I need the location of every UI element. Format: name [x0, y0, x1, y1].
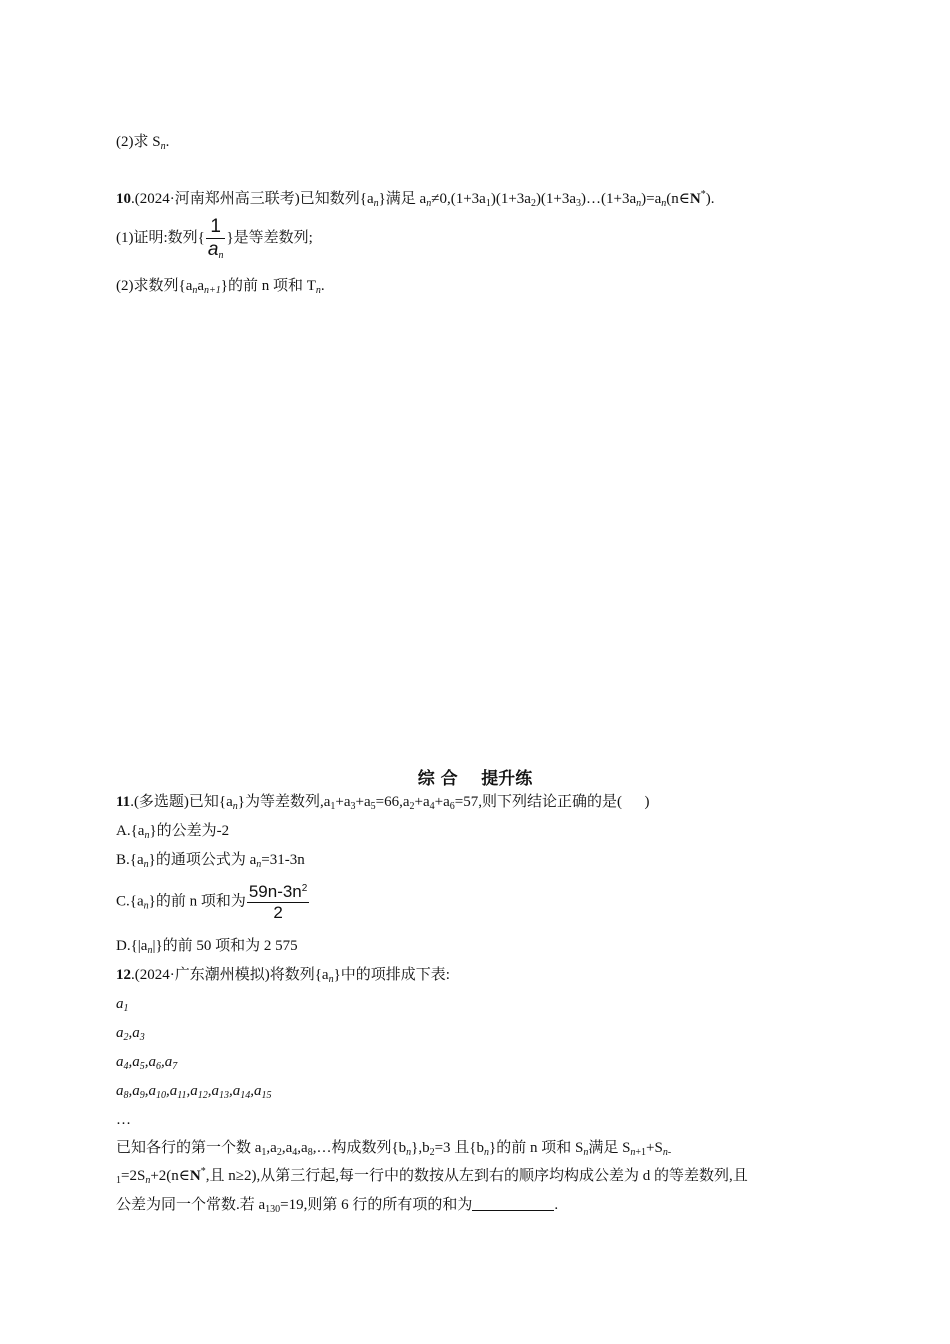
- q12-line-3: 公差为同一个常数.若 $a_{130}=19$,则第 6 行的所有项的和为 .: [116, 1197, 559, 1215]
- q11-option-c: $C.\{a_n\}$的前 n 项和为 $\frac{59n-3n^2}{2}$: [116, 882, 308, 922]
- q10-stem: 10.(2024·河南郑州高三联考)已知数列$\{a_n\}$满足 $a_n\ne 0,(1+3a_1)(1+3a_2)(1+3a_3)\dots(1+3a_n)=a_n(n\in N^*)$.: [116, 189, 715, 209]
- q12-number: 12: [116, 967, 131, 983]
- q10-number: 10: [116, 191, 131, 207]
- q11-option-d: $D.\{|a_n|\}$的前 50 项和为 2 575: [116, 938, 298, 956]
- q11-stem: 11.(多选题)已知$\{a_n\}$为等差数列$,a_1+a_3+a_5=66,a_2+a_4+a_6=57$,则下列结论正确的是( ): [116, 794, 650, 812]
- q12-row-1: $a_1$: [116, 996, 129, 1014]
- q11-option-b: $B.\{a_n\}$的通项公式为 $a_n=31-3n$: [116, 852, 305, 870]
- q11-fraction: $\frac{59n-3n^2}{2}$: [248, 882, 308, 922]
- q9-part2: (2)求 $S_n$.: [116, 134, 170, 152]
- q12-line-1: 已知各行的第一个数 $a_1,a_2,a_4,a_8,\dots$构成数列$\{b_n\},b_2=3$ 且$\{b_n\}$的前 n 项和 $S_n$满足 $S_{n+1}+S_{n-}$: [116, 1140, 672, 1158]
- answer-blank[interactable]: [472, 1196, 554, 1211]
- q10-fraction: $\frac{1}{a_n}$: [207, 216, 224, 261]
- q12-row-4: $a_8,a_9,a_{10},a_{11},a_{12},a_{13},a_{14},a_{15}$: [116, 1083, 272, 1101]
- q12-row-3: $a_4,a_5,a_6,a_7$: [116, 1054, 178, 1072]
- q12-line-2: $_1=2S_n+2(n\in N^*$,且 n≥2),从第三行起,每一行中的数按从左到右的顺序均构成公差为 d 的等差数列,且: [116, 1166, 748, 1186]
- q11-option-a: $A.\{a_n\}$的公差为-2: [116, 823, 230, 841]
- section-title: 综 合 提升练: [417, 769, 533, 789]
- q10-part1: (1)证明:数列{ $\frac{1}{a_n}$ }是等差数列;: [116, 216, 313, 261]
- q12-stem: 12.(2024·广东潮州模拟)将数列$\{a_n\}$中的项排成下表:: [116, 967, 450, 985]
- q12-row-2: $a_2,a_3$: [116, 1025, 145, 1043]
- q10-part2: (2)求数列$\{a_na_{n+1}\}$的前 n 项和 $T_n$.: [116, 278, 325, 296]
- q11-number: 11: [116, 794, 131, 810]
- q12-ellipsis: …: [116, 1112, 131, 1128]
